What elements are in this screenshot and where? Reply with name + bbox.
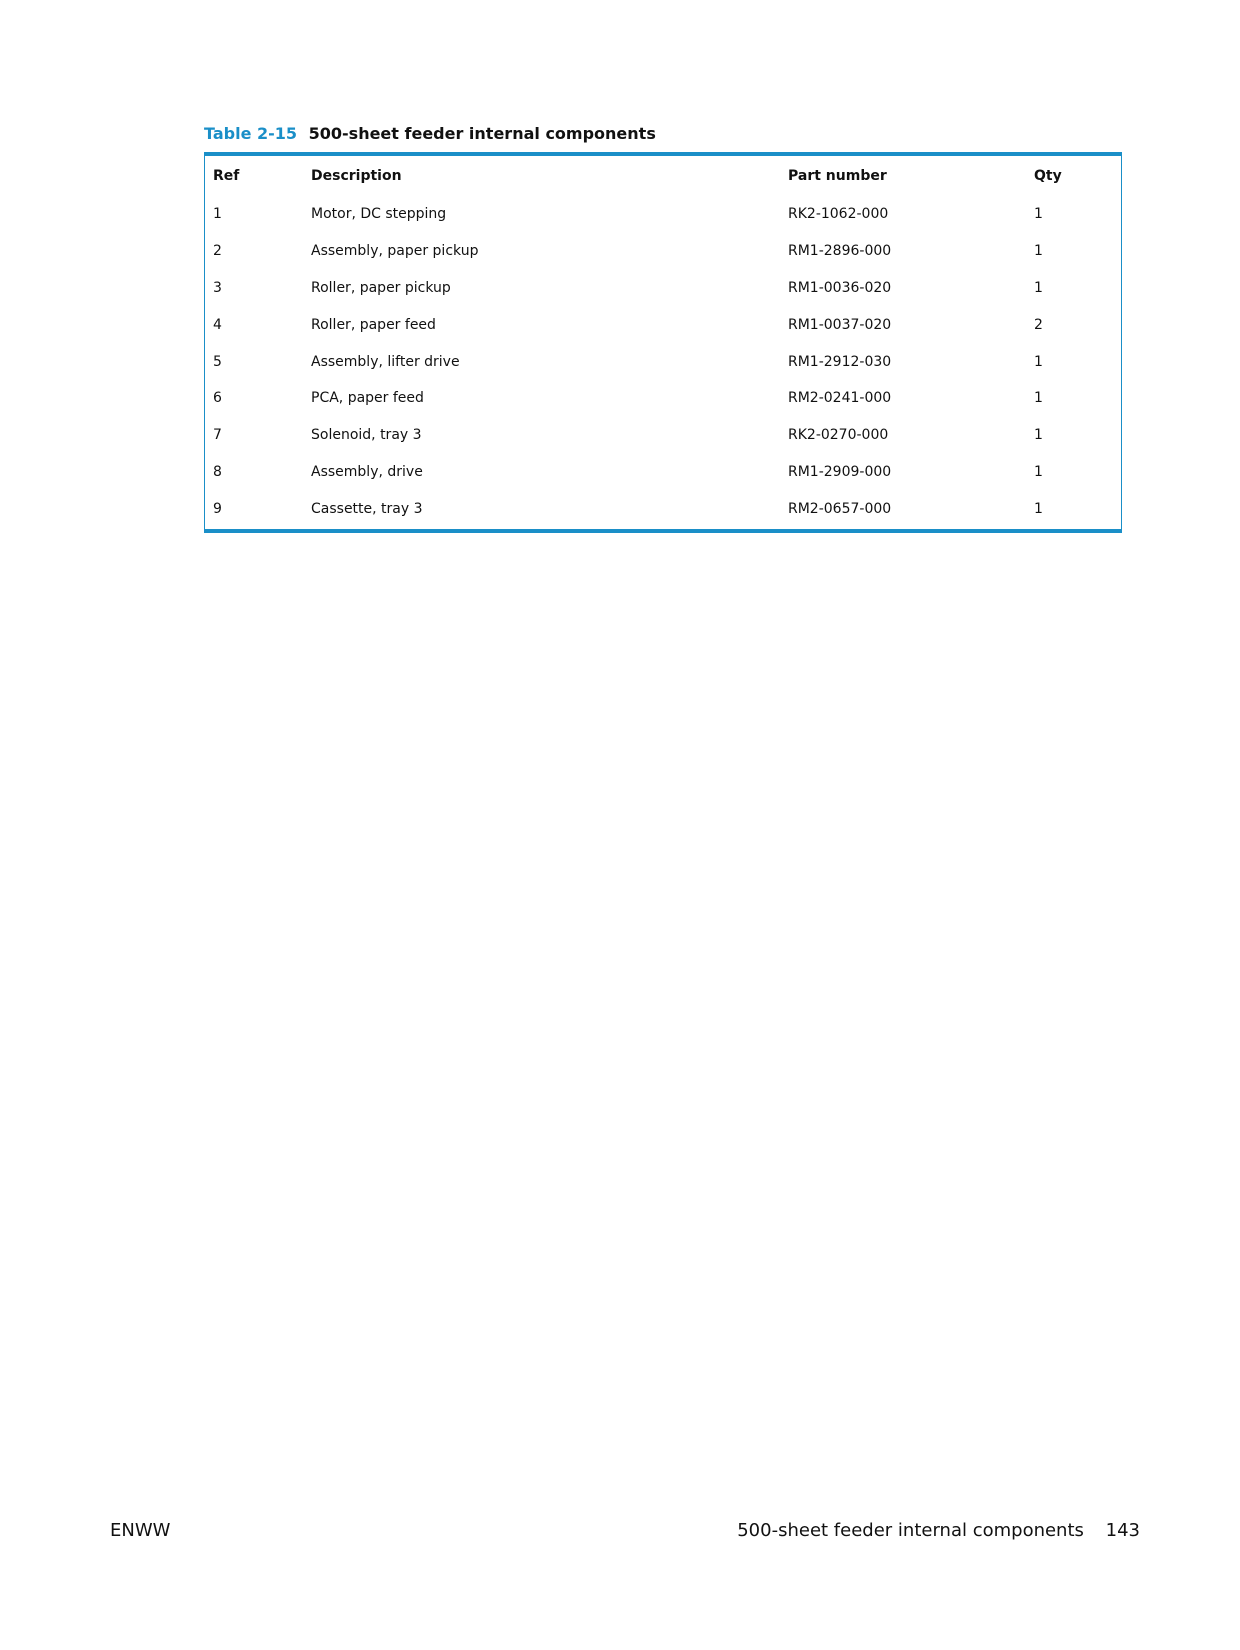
cell-description: Assembly, drive [311, 463, 423, 480]
table-header-row [205, 156, 1121, 196]
cell-ref: 5 [213, 353, 222, 370]
table-number: Table 2-15 [204, 124, 298, 143]
cell-part-number: RM1-0037-020 [788, 316, 892, 333]
header-ref: Ref [213, 168, 240, 184]
cell-part-number: RM1-2896-000 [788, 243, 892, 260]
cell-ref: 6 [213, 390, 222, 407]
table-row [205, 306, 1121, 343]
cell-qty: 1 [1034, 463, 1043, 480]
table-caption [204, 124, 656, 143]
cell-description: Cassette, tray 3 [311, 500, 423, 517]
cell-ref: 9 [213, 500, 222, 517]
cell-qty: 1 [1034, 500, 1043, 517]
footer-brand: ENWW [110, 1520, 171, 1541]
cell-ref: 3 [213, 279, 222, 296]
footer-section-title: 500-sheet feeder internal components [737, 1520, 1084, 1541]
table-row [205, 233, 1121, 270]
cell-part-number: RK2-1062-000 [788, 206, 889, 223]
cell-description: Assembly, lifter drive [311, 353, 460, 370]
cell-ref: 7 [213, 427, 222, 444]
cell-qty: 1 [1034, 279, 1043, 296]
header-part-number: Part number [788, 168, 887, 184]
cell-description: Roller, paper pickup [311, 279, 451, 296]
cell-description: Roller, paper feed [311, 316, 436, 333]
parts-table [205, 156, 1121, 529]
cell-part-number: RM1-2909-000 [788, 463, 892, 480]
cell-ref: 8 [213, 463, 222, 480]
table-row [205, 490, 1121, 529]
cell-part-number: RM2-0657-000 [788, 500, 892, 517]
cell-qty: 1 [1034, 206, 1043, 223]
cell-part-number: RM1-0036-020 [788, 279, 892, 296]
cell-description: PCA, paper feed [311, 390, 424, 407]
header-qty: Qty [1034, 168, 1062, 184]
page-number: 143 [1105, 1520, 1140, 1541]
table-row [205, 454, 1121, 491]
cell-ref: 2 [213, 243, 222, 260]
cell-part-number: RM2-0241-000 [788, 390, 892, 407]
cell-ref: 1 [213, 206, 222, 223]
table-row [205, 343, 1121, 380]
cell-qty: 1 [1034, 427, 1043, 444]
cell-qty: 1 [1034, 353, 1043, 370]
cell-part-number: RK2-0270-000 [788, 427, 889, 444]
cell-qty: 2 [1034, 316, 1043, 333]
table-row [205, 380, 1121, 417]
cell-part-number: RM1-2912-030 [788, 353, 892, 370]
header-description: Description [311, 168, 402, 184]
cell-qty: 1 [1034, 243, 1043, 260]
table-row [205, 417, 1121, 454]
cell-description: Assembly, paper pickup [311, 243, 479, 260]
cell-qty: 1 [1034, 390, 1043, 407]
cell-description: Solenoid, tray 3 [311, 427, 422, 444]
table-row [205, 196, 1121, 233]
table-row [205, 270, 1121, 307]
cell-ref: 4 [213, 316, 222, 333]
footer-section [737, 1520, 1140, 1541]
table-title: 500-sheet feeder internal components [308, 124, 656, 143]
parts-table-container [204, 152, 1122, 533]
cell-description: Motor, DC stepping [311, 206, 447, 223]
